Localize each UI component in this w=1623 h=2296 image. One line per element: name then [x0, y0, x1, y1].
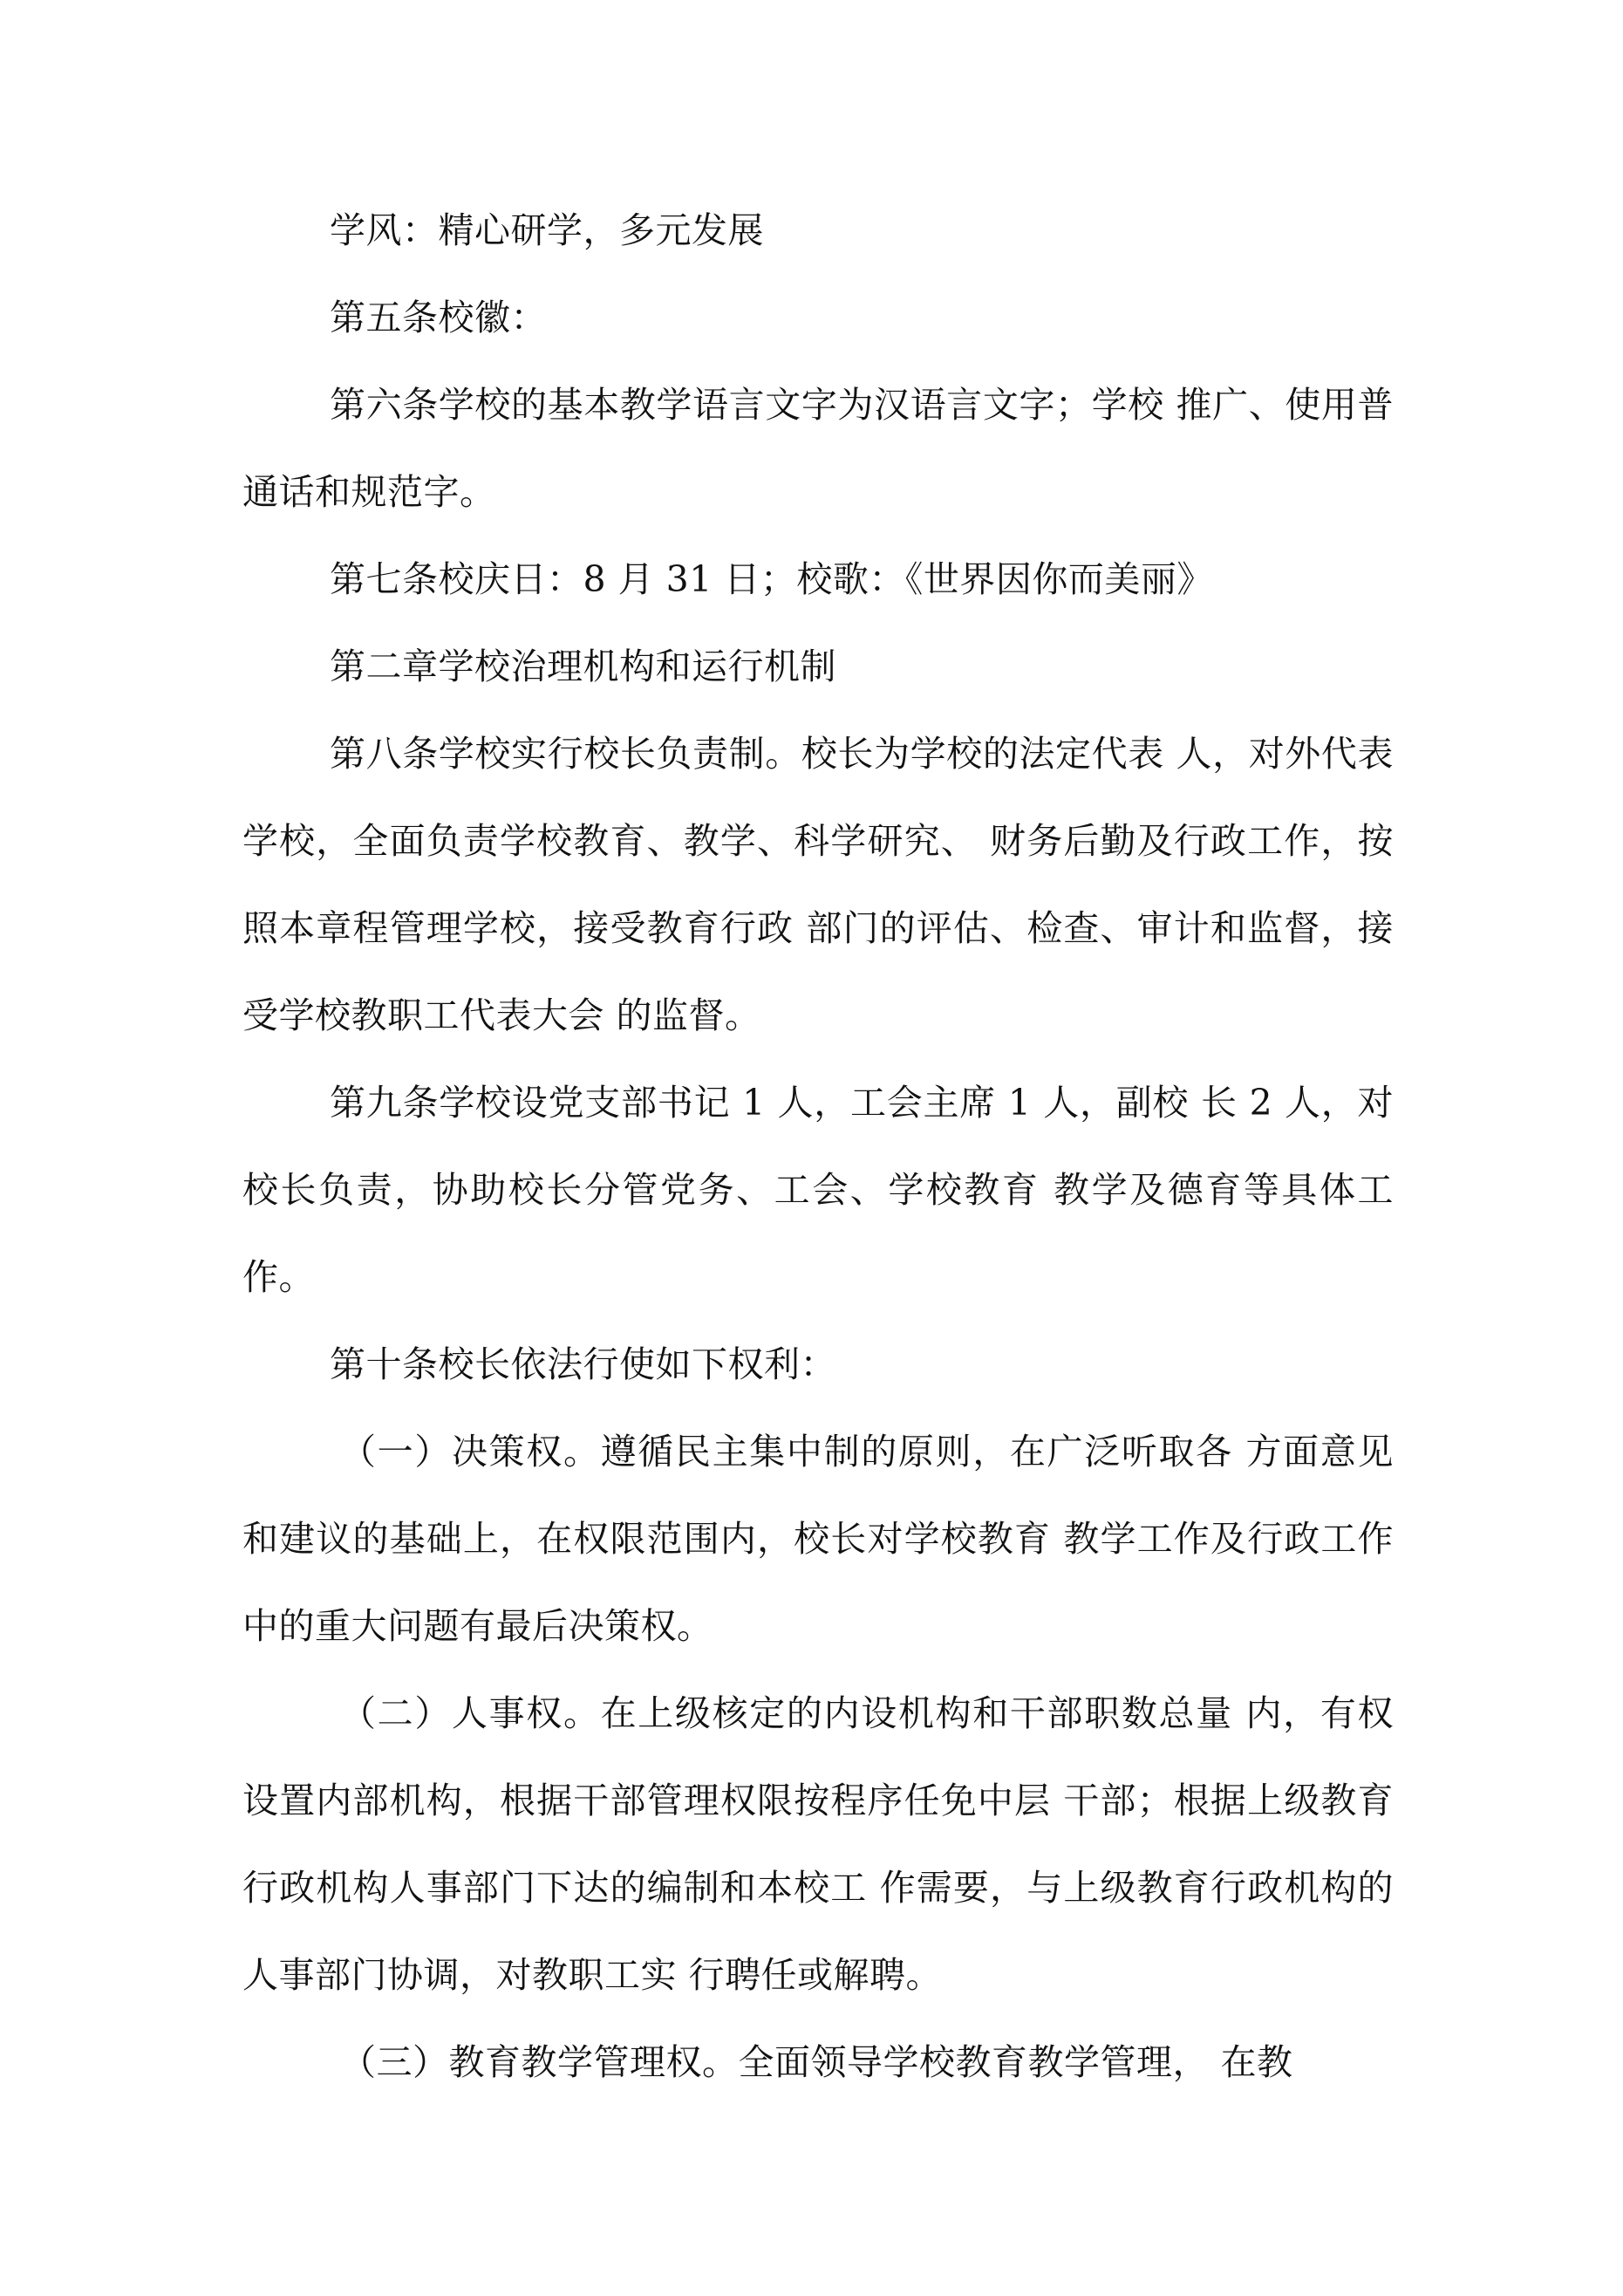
list-item-personnel-power: （二）人事权。在上级核定的内设机构和干部职数总量 内，有权设置内部机构，根据干部管理权限按程序任免中层 干部；根据上级教育行政机构人事部门下达的编制和本校工 作需要，与上级教育行政机构的人事部门协调，对教职工实 行聘任或解聘。 [242, 1692, 1394, 1996]
paragraph-xuefeng: 学风：精心研学，多元发展 [330, 209, 764, 251]
paragraph-article-10: 第十条校长依法行使如下权利： [330, 1343, 836, 1385]
paragraph-article-7: 第七条校庆日：8 月 31 日；校歌：《世界因你而美丽》 [330, 558, 1213, 600]
list-item-decision-power: （一）决策权。遵循民主集中制的原则，在广泛听取各 方面意见和建议的基础上，在权限范围内，校长对学校教育 教学工作及行政工作中的重大问题有最后决策权。 [242, 1431, 1394, 1647]
paragraph-article-6: 第六条学校的基本教学语言文字为汉语言文字；学校 推广、使用普通话和规范字。 [242, 384, 1394, 513]
paragraph-article-5: 第五条校徽： [330, 297, 547, 338]
chapter-heading: 第二章学校治理机构和运行机制 [330, 646, 836, 687]
paragraph-article-9: 第九条学校设党支部书记 1 人，工会主席 1 人，副校 长 2 人，对校长负责，协助校长分管党务、工会、学校教育 教学及德育等具体工作。 [242, 1082, 1394, 1298]
list-item-teaching-management-power: （三）教育教学管理权。全面领导学校教育教学管理， 在教 [340, 2041, 1293, 2083]
paragraph-article-8: 第八条学校实行校长负责制。校长为学校的法定代表 人，对外代表学校，全面负责学校教育、教学、科学研究、 财务后勤及行政工作，按照本章程管理学校，接受教育行政 部门的评估、检查、审计和监督，接受学校教职工代表大会 的监督。 [242, 733, 1394, 1036]
